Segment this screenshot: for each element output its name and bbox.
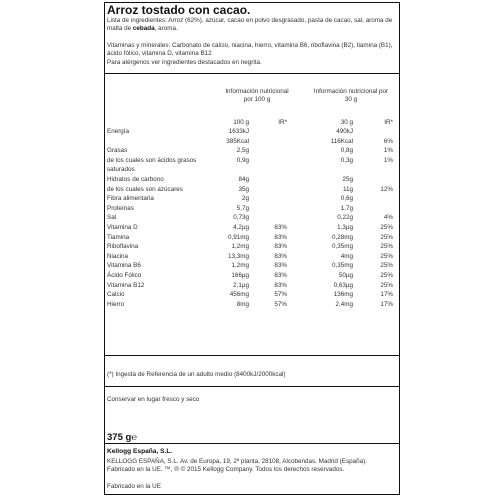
table-row xyxy=(107,204,397,213)
ingredients-list xyxy=(107,17,395,33)
origin-note: Fabricado en la UE xyxy=(107,483,161,490)
header-per-100g: Información nutricional por 100 g xyxy=(225,88,289,103)
table-row xyxy=(107,290,397,299)
row-ir-30g: 12% xyxy=(380,185,393,193)
row-value-30g: 1,3µg xyxy=(337,224,353,231)
divider xyxy=(104,73,400,74)
row-value-30g: 1,7g xyxy=(340,204,353,212)
row-ir-100g: 83% xyxy=(274,272,287,279)
vitamins-minerals-text: Vitaminas y minerales: Carbonato de calcio, niacina, hierro, vitamina B6, riboflavina (B2), tiamina (B1), ácido fólico, vitamina D, vitamina B12 xyxy=(107,42,393,58)
row-value-100g: 84g xyxy=(238,176,249,183)
row-label: Vitamina B6 xyxy=(107,262,141,270)
row-ir-30g: 1% xyxy=(383,147,393,155)
row-value-100g: 2g xyxy=(241,195,249,203)
row-label: Proteínas xyxy=(107,204,134,212)
row-ir-30g: 25% xyxy=(380,262,393,270)
subheader-30g: 30 g xyxy=(340,119,353,126)
row-ir-30g: 25% xyxy=(380,224,393,231)
row-value-30g: 4mg xyxy=(340,252,353,260)
row-ir-30g: 17% xyxy=(380,300,393,308)
row-ir-30g: 6% xyxy=(383,137,393,145)
row-value-100g: 0,9g xyxy=(236,156,249,164)
footnote: (*) Ingesta de Referencia de un adulto medio (8400kJ/2000kcal) xyxy=(107,371,286,378)
row-ir-100g: 83% xyxy=(274,224,287,231)
header-per-30g: Información nutricional por 30 g xyxy=(313,88,389,103)
table-row xyxy=(107,223,397,232)
subheader-ir-30: IR* xyxy=(384,119,393,126)
table-row xyxy=(107,271,397,280)
row-ir-30g: 25% xyxy=(380,233,393,241)
row-value-30g: 50µg xyxy=(338,272,353,279)
table-row xyxy=(107,281,397,290)
row-label: Tiamina xyxy=(107,233,130,241)
storage-instructions: Conservar en lugar fresco y seco xyxy=(107,396,200,403)
row-ir-100g: 57% xyxy=(274,291,287,299)
table-row xyxy=(107,242,397,251)
table-row xyxy=(107,127,397,136)
table-row xyxy=(107,137,397,146)
row-ir-100g: 57% xyxy=(274,300,287,308)
row-ir-100g: 83% xyxy=(274,262,287,270)
row-value-100g: 1,2mg xyxy=(231,262,249,270)
row-value-30g: 0,35mg xyxy=(331,262,353,270)
net-weight: 375 g℮ xyxy=(107,432,137,443)
row-value-100g: 8mg xyxy=(236,300,249,308)
row-value-100g: 0,73g xyxy=(233,214,249,222)
allergen-highlight: cebada xyxy=(132,25,155,33)
row-value-30g: 11g xyxy=(342,185,353,193)
row-label: Vitamina B12 xyxy=(107,281,145,289)
row-value-30g: 136mg xyxy=(333,291,353,299)
table-row xyxy=(107,261,397,270)
table-row xyxy=(107,213,397,222)
row-value-100g: 2,1µg xyxy=(233,281,249,289)
table-row xyxy=(107,194,397,203)
row-value-30g: 0,22g xyxy=(337,214,353,222)
subheader-ir-100: IR* xyxy=(278,119,287,126)
row-value-100g: 35g xyxy=(238,185,249,193)
row-label: Sal xyxy=(107,214,117,222)
table-subheader xyxy=(107,118,397,127)
divider xyxy=(104,355,400,356)
row-label: Hierro xyxy=(107,300,125,308)
company-name: Kellogg España, S.L. xyxy=(107,448,173,455)
row-value-30g: 0,35mg xyxy=(331,243,353,251)
row-label: Hidratos de carbono xyxy=(107,176,164,183)
row-ir-30g: 25% xyxy=(380,252,393,260)
row-ir-30g: 25% xyxy=(380,272,393,279)
row-label: saturados xyxy=(107,166,135,174)
row-value-100g: 0,91mg xyxy=(227,233,249,241)
row-value-100g: 385Kcal xyxy=(226,137,249,145)
row-label: de los cuales son ácidos grasos xyxy=(107,156,197,164)
row-ir-30g: 25% xyxy=(380,243,393,251)
table-row xyxy=(107,156,397,165)
row-label: Calcio xyxy=(107,291,125,299)
row-value-100g: 456mg xyxy=(229,291,249,299)
row-value-30g: 490kJ xyxy=(336,128,353,135)
divider xyxy=(104,386,400,387)
divider xyxy=(104,443,400,444)
row-ir-30g: 1% xyxy=(383,156,393,164)
company-address: KELLOGG ESPAÑA, S.L. Av. de Europa, 19, 2ª planta, 28108, Alcobendas, Madrid (España). Fabricado en la UE. ™, ® © 2015 Kellogg Company. Todos los derechos reservados. xyxy=(107,458,367,474)
row-value-100g: 4,2µg xyxy=(233,224,249,231)
table-row xyxy=(107,233,397,242)
row-value-100g: 2,5g xyxy=(236,147,249,155)
row-value-30g: 116Kcal xyxy=(330,137,353,145)
row-label: Grasas xyxy=(107,147,128,155)
row-value-30g: 0,63µg xyxy=(333,281,353,289)
row-ir-100g: 83% xyxy=(274,252,287,260)
table-row xyxy=(107,175,397,184)
row-label: Fibra alimentaria xyxy=(107,195,154,203)
row-value-100g: 1,2mg xyxy=(231,243,249,251)
row-value-100g: 1633kJ xyxy=(228,128,249,135)
row-ir-30g: 17% xyxy=(380,291,393,299)
table-row xyxy=(107,300,397,309)
row-label: Vitamina D xyxy=(107,224,138,231)
row-value-30g: 0,8g xyxy=(340,147,353,155)
row-value-100g: 13,3mg xyxy=(227,252,249,260)
row-value-30g: 0,28mg xyxy=(331,233,353,241)
row-value-100g: 166µg xyxy=(231,272,249,279)
product-title: Arroz tostado con cacao. xyxy=(107,3,251,17)
row-value-30g: 0,6g xyxy=(340,195,353,203)
subheader-100g: 100 g xyxy=(233,119,249,126)
table-row xyxy=(107,252,397,261)
table-row xyxy=(107,165,397,174)
row-ir-100g: 83% xyxy=(274,233,287,241)
ingredients-suffix: , aroma. xyxy=(154,25,178,33)
table-row xyxy=(107,146,397,155)
row-value-30g: 0,3g xyxy=(340,156,353,164)
row-label: Riboflavina xyxy=(107,243,139,251)
allergen-note: Para alérgenos ver ingredientes destacados en negrita. xyxy=(107,59,262,66)
row-value-30g: 25g xyxy=(342,176,353,183)
row-value-100g: 5,7g xyxy=(236,204,249,212)
table-row xyxy=(107,185,397,194)
row-label: de los cuales son azúcares xyxy=(107,185,183,193)
row-value-30g: 2,4mg xyxy=(335,300,353,308)
row-label: Energía xyxy=(107,128,130,135)
row-ir-100g: 83% xyxy=(274,281,287,289)
row-ir-30g: 25% xyxy=(380,281,393,289)
ingredients-text: Lista de ingredientes: Arroz (62%), azúcar, cacao en polvo desgrasado, pasta de cacao, sal, aroma de malta de xyxy=(107,17,393,33)
row-ir-100g: 83% xyxy=(274,243,287,251)
row-ir-30g: 4% xyxy=(383,214,393,222)
row-label: Niacina xyxy=(107,252,128,260)
row-label: Ácido Fólico xyxy=(107,272,142,279)
